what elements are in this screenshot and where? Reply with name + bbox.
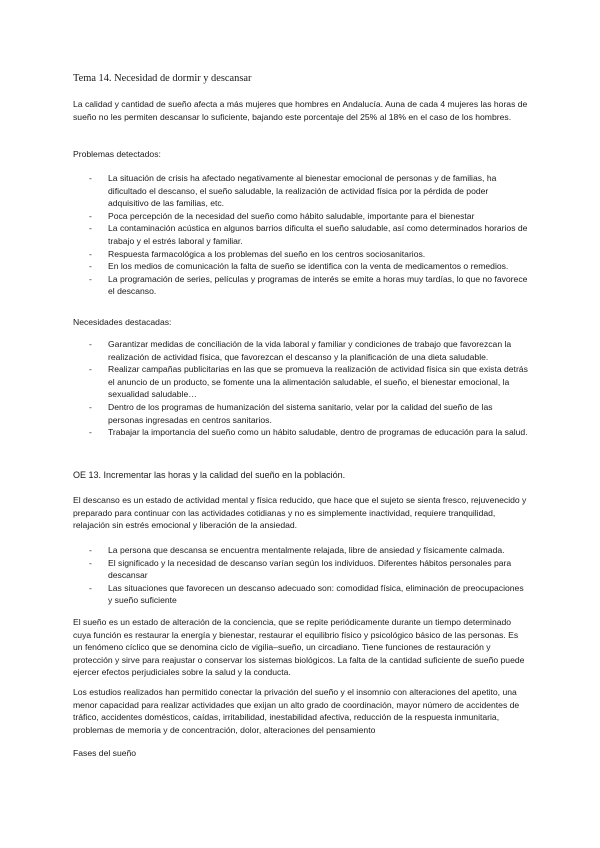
phases-heading: Fases del sueño [73, 748, 137, 758]
rest-definition-paragraph: El descanso es un estado de actividad mental y física reducido, que hace que el sujeto se sienta fresco, rejuvenecido y preparado para continuar con las actividades cotidianas y no es simplemente inactividad, requiere tranquilidad, relajación sin estrés emocional y liberación de la ansiedad. [73, 495, 527, 531]
list-item: - Dentro de los programas de humanización del sistema sanitario, velar por la calidad del sueño de las personas ingresadas en centros sanitarios. [73, 401, 529, 426]
list-item: - Trabajar la importancia del sueño como un hábito saludable, dentro de programas de educación para la salud. [73, 426, 529, 439]
list-item: - La programación de series, películas y programas de interés se emite a horas muy tardías, lo que no favorece el descanso. [73, 273, 529, 298]
studies-paragraph: Los estudios realizados han permitido conectar la privación del sueño y el insomnio con alteraciones del apetito, una menor capacidad para realizar actividades que exijan un alto grado de coordinación, mayor número de accidentes de tráfico, accidentes domésticos, caídas, irritabilidad, inestabilidad afectiva, reducción de la respuesta inmunitaria, problemas de memoria y de concentración, dolor, alteraciones del pensamiento [73, 687, 520, 735]
list-item: - Realizar campañas publicitarias en las que se promueva la realización de actividad física sin que exista detrás el anuncio de un producto, se fomente una la alimentación saludable, el sueño, el bienestar emocional, la sexualidad saludable… [73, 363, 529, 401]
needs-list [73, 338, 529, 439]
list-item: - El significado y la necesidad de descanso varían según los individuos. Diferentes hábitos personales para descansar [73, 557, 529, 582]
list-item: - La contaminación acústica en algunos barrios dificulta el sueño saludable, así como determinados horarios de trabajo y el estrés laboral y familiar. [73, 222, 529, 247]
objective-heading: OE 13. Incrementar las horas y la calidad del sueño en la población. [73, 470, 346, 480]
problems-list [73, 172, 529, 298]
needs-heading: Necesidades destacadas: [73, 317, 172, 327]
list-item: - Las situaciones que favorecen un descanso adecuado son: comodidad física, eliminación de preocupaciones y sueño suficiente [73, 582, 529, 607]
problems-heading: Problemas detectados: [73, 149, 161, 159]
sleep-definition-paragraph: El sueño es un estado de alteración de la conciencia, que se repite periódicamente durante un tiempo determinado cuya función es restaurar la energía y bienestar, restaurar el equilibrio físico y psicológico básico de las personas. Es un fenómeno cíclico que se denomina ciclo de vigilia–sueño, un circadiano. Tiene funciones de restauración y protección y sirve para reajustar o conservar los sistemas biológicos. La falta de la cantidad suficiente de sueño puede ejercer efectos perjudiciales sobre la salud y la conducta. [73, 617, 525, 678]
list-item: - La persona que descansa se encuentra mentalmente relajada, libre de ansiedad y físicamente calmada. [73, 544, 529, 557]
rest-list [73, 544, 529, 607]
intro-paragraph: La calidad y cantidad de sueño afecta a más mujeres que hombres en Andalucía. Auna de cada 4 mujeres las horas de sueño no les permiten descansar lo suficiente, bajando este porcentaje del 25% al 18% en el caso de los hombres. [73, 99, 528, 122]
list-item: - La situación de crisis ha afectado negativamente al bienestar emocional de personas y de familias, ha dificultado el descanso, el sueño saludable, la realización de actividad física por la pérdida de poder adquisitivo de las familias, etc. [73, 172, 529, 210]
page-title: Tema 14. Necesidad de dormir y descansar [73, 73, 252, 84]
list-item: - Respuesta farmacológica a los problemas del sueño en los centros sociosanitarios. [73, 248, 529, 261]
list-item: - Poca percepción de la necesidad del sueño como hábito saludable, importante para el bienestar [73, 210, 529, 223]
list-item: - Garantizar medidas de conciliación de la vida laboral y familiar y condiciones de trabajo que favorezcan la realización de actividad física, que favorezcan el descanso y la planificación de una dieta saludable. [73, 338, 529, 363]
list-item: - En los medios de comunicación la falta de sueño se identifica con la venta de medicamentos o remedios. [73, 260, 529, 273]
